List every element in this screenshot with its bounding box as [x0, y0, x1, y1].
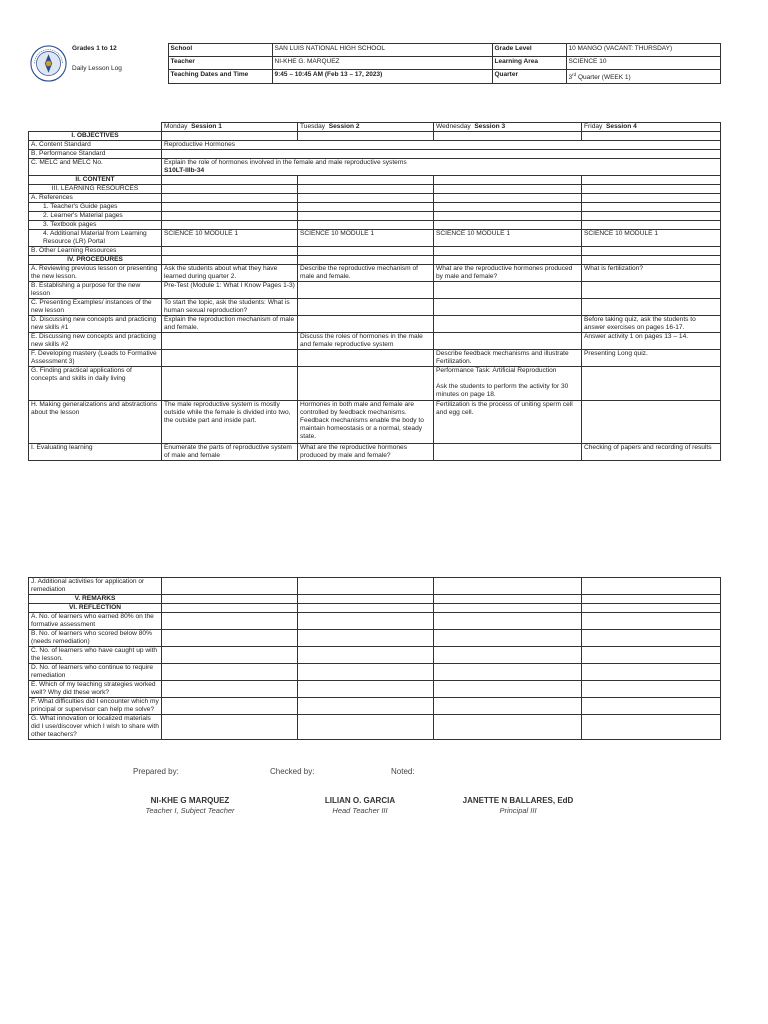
- day-header: Wednesday Session 3: [434, 123, 582, 132]
- proc-f-value: Presenting Long quiz.: [582, 350, 721, 367]
- grade-level-value: 10 MANGO (VACANT: THURSDAY): [566, 44, 720, 57]
- refl-g-label: G. What innovation or localized materials did I use/discover which I wish to share with other teachers?: [29, 715, 162, 740]
- reflection-table: [28, 577, 721, 740]
- proc-f-value: Describe feedback mechanisms and illustrate Fertilization.: [434, 350, 582, 367]
- proc-a-value: What are the reproductive hormones produced by male and female?: [434, 265, 582, 282]
- lr-value: SCIENCE 10 MODULE 1: [582, 230, 721, 247]
- refl-c-label: C. No. of learners who have caught up with the lesson.: [29, 647, 162, 664]
- performance-standard-label: B. Performance Standard: [29, 150, 162, 159]
- melc-label: C. MELC and MELC No.: [29, 159, 162, 176]
- quarter-value: 3rd Quarter (WEEK 1): [566, 70, 720, 84]
- learning-area-value: SCIENCE 10: [566, 57, 720, 70]
- proc-d-label: D. Discussing new concepts and practicing new skills #1: [29, 316, 162, 333]
- signatory-name-1: NI-KHE G MARQUEZ: [150, 796, 230, 805]
- checked-by-label: Checked by:: [270, 767, 315, 776]
- proc-e-value: Discuss the roles of hormones in the male and female reproductive system: [298, 333, 434, 350]
- proc-c-value: To start the topic, ask the students: What is human sexual reproduction?: [162, 299, 298, 316]
- proc-h-label: H. Making generalizations and abstractions about the lesson: [29, 401, 162, 444]
- content-heading: II. CONTENT: [29, 176, 162, 185]
- refl-b-label: B. No. of learners who scored below 80% (needs remediation): [29, 630, 162, 647]
- proc-i-value: Enumerate the parts of reproductive system of male and female: [162, 444, 298, 461]
- lr-label: 4. Additional Material from Learning Resource (LR) Portal: [29, 230, 162, 247]
- proc-h-value: The male reproductive system is mostly outside while the female is divided into two, the outside part and inside part.: [162, 401, 298, 444]
- proc-h-value: Fertilization is the process of uniting sperm cell and egg cell.: [434, 401, 582, 444]
- proc-e-value: Answer activity 1 on pages 13 – 14.: [582, 333, 721, 350]
- proc-c-label: C. Presenting Examples/ instances of the new lesson: [29, 299, 162, 316]
- lr-value: SCIENCE 10 MODULE 1: [162, 230, 298, 247]
- proc-i-label: I. Evaluating learning: [29, 444, 162, 461]
- proc-e-label: E. Discussing new concepts and practicing new skills #2: [29, 333, 162, 350]
- signatory-name-3: JANETTE N BALLARES, EdD: [462, 796, 574, 805]
- proc-b-value: Pre-Test (Module 1: What I Know Pages 1-3): [162, 282, 298, 299]
- j-label: J. Additional activities for application or remediation: [29, 578, 162, 595]
- grades-label: Grades 1 to 12: [72, 44, 117, 52]
- proc-i-value: What are the reproductive hormones produced by male and female?: [298, 444, 434, 461]
- header-table: [28, 43, 721, 96]
- logo-cell: [28, 44, 168, 97]
- lesson-table: [28, 122, 721, 461]
- procedures-heading: IV. PROCEDURES: [29, 256, 162, 265]
- lm-label: 2. Learner's Material pages: [29, 212, 162, 221]
- quarter-label: Quarter: [492, 70, 566, 84]
- signatory-role-1: Teacher I, Subject Teacher: [145, 806, 235, 815]
- noted-label: Noted:: [391, 767, 415, 776]
- proc-f-label: F. Developing mastery (Leads to Formative Assessment 3): [29, 350, 162, 367]
- proc-g-value: Performance Task: Artificial Reproduction Ask the students to perform the activity for 30 minutes on page 18.: [434, 367, 582, 401]
- content-standard-label: A. Content Standard: [29, 141, 162, 150]
- prepared-by-label: Prepared by:: [133, 767, 179, 776]
- proc-a-value: Ask the students about what they have learned during quarter 2.: [162, 265, 298, 282]
- signatory-name-2: LILIAN O. GARCIA: [324, 796, 396, 805]
- proc-h-value: Hormones in both male and female are controlled by feedback mechanisms. Feedback mechanisms enable the body to maintain homeostasis or a normal, steady state.: [298, 401, 434, 444]
- content-standard-value: Reproductive Hormones: [162, 141, 721, 150]
- teacher-label: Teacher: [168, 57, 272, 70]
- refl-e-label: E. Which of my teaching strategies worked well? Why did these work?: [29, 681, 162, 698]
- melc-value: Explain the role of hormones involved in the female and male reproductive systems S10LT-IIIb-34: [162, 159, 721, 176]
- learning-area-label: Learning Area: [492, 57, 566, 70]
- day-header: Friday Session 4: [582, 123, 721, 132]
- dates-value: 9:45 – 10:45 AM (Feb 13 – 17, 2023): [272, 70, 492, 84]
- refl-a-label: A. No. of learners who earned 80% on the formative assessment: [29, 613, 162, 630]
- deped-seal-icon: [30, 45, 67, 82]
- lr-value: SCIENCE 10 MODULE 1: [298, 230, 434, 247]
- refl-d-label: D. No. of learners who continue to require remediation: [29, 664, 162, 681]
- days-row: [29, 123, 721, 132]
- signatory-role-2: Head Teacher III: [332, 806, 388, 815]
- day-header: Tuesday Session 2: [298, 123, 434, 132]
- other-resources-label: B. Other Learning Resources: [29, 247, 162, 256]
- proc-i-value: [434, 444, 582, 461]
- remarks-heading: V. REMARKS: [29, 595, 162, 604]
- tb-label: 3. Textbook pages: [29, 221, 162, 230]
- proc-i-value: Checking of papers and recording of results: [582, 444, 721, 461]
- dates-label: Teaching Dates and Time: [168, 70, 272, 84]
- resources-heading: III. LEARNING RESOURCES: [29, 185, 162, 194]
- proc-a-label: A. Reviewing previous lesson or presenting the new lesson.: [29, 265, 162, 282]
- refl-f-label: F. What difficulties did I encounter which my principal or supervisor can help me solve?: [29, 698, 162, 715]
- tg-label: 1. Teacher's Guide pages: [29, 203, 162, 212]
- proc-b-label: B. Establishing a purpose for the new lesson: [29, 282, 162, 299]
- references-label: A. References: [29, 194, 162, 203]
- teacher-value: NI-KHE G. MARQUEZ: [272, 57, 492, 70]
- proc-d-value: Explain the reproduction mechanism of male and female.: [162, 316, 298, 333]
- proc-a-value: What is fertilization?: [582, 265, 721, 282]
- reflection-heading: VI. REFLECTION: [29, 604, 162, 613]
- lr-value: SCIENCE 10 MODULE 1: [434, 230, 582, 247]
- school-value: SAN LUIS NATIONAL HIGH SCHOOL: [272, 44, 492, 57]
- objectives-heading: I. OBJECTIVES: [29, 132, 162, 141]
- dll-title: Daily Lesson Log: [72, 64, 122, 72]
- proc-g-label: G. Finding practical applications of concepts and skills in daily living: [29, 367, 162, 401]
- proc-d-value: Before taking quiz, ask the students to answer exercises on pages 16-17.: [582, 316, 721, 333]
- day-header: Monday Session 1: [162, 123, 298, 132]
- signatory-role-3: Principal III: [499, 806, 537, 815]
- grade-level-label: Grade Level: [492, 44, 566, 57]
- school-label: School: [168, 44, 272, 57]
- proc-a-value: Describe the reproductive mechanism of male and female.: [298, 265, 434, 282]
